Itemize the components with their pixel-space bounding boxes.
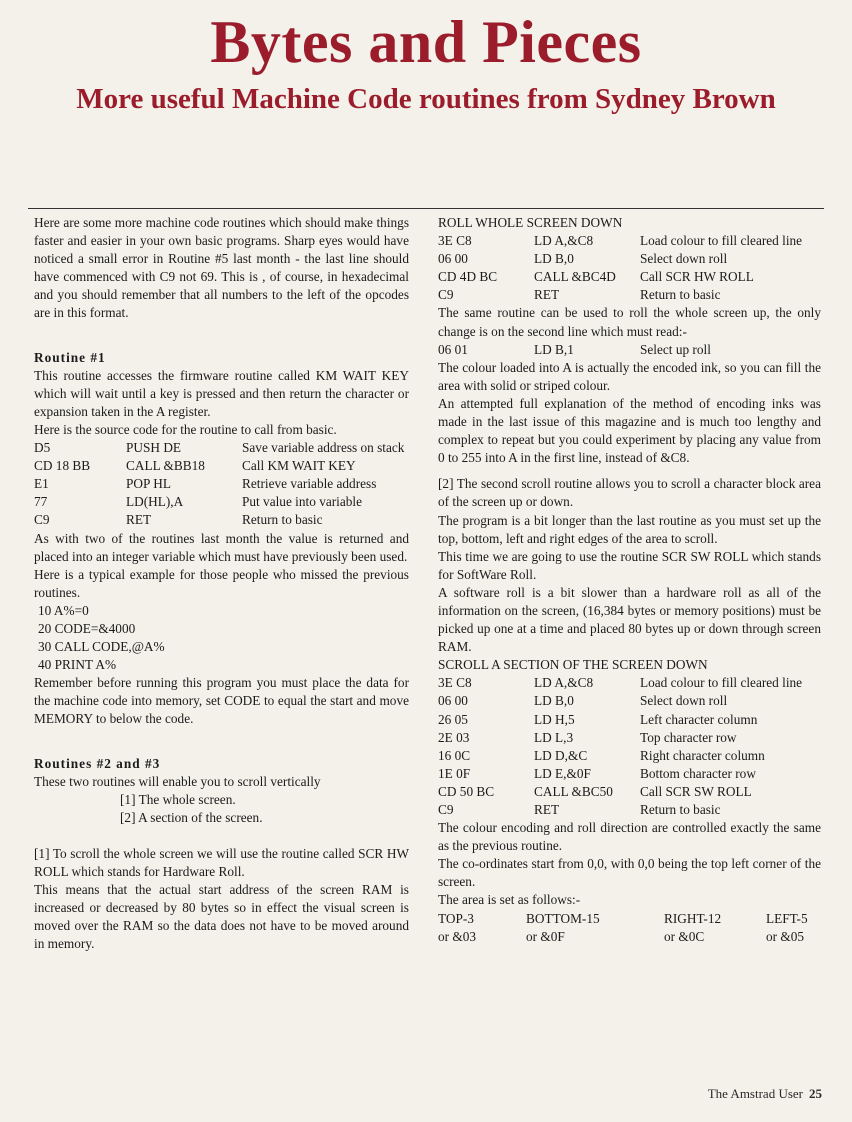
hex-cell: 26 05 xyxy=(438,711,468,727)
listing-line: 20 CODE=&4000 xyxy=(38,620,136,636)
hex-cell: 2E 03 xyxy=(438,729,470,745)
area-table xyxy=(438,910,821,946)
comment-cell: Put value into variable xyxy=(242,494,363,510)
roll-heading: ROLL WHOLE SCREEN DOWN xyxy=(438,215,623,230)
hex-cell: C9 xyxy=(438,802,454,817)
comment-cell: Return to basic xyxy=(640,802,721,817)
body-paragraph: The colour encoding and roll direction are controlled exactly the same as the previous routine. xyxy=(438,820,821,854)
routine-list-item: [1] The whole screen. xyxy=(120,791,236,807)
routine-1-paragraph: As with two of the routines last month the value is returned and placed into an integer variable which must have previously been used. xyxy=(34,530,409,564)
hex-cell: 06 00 xyxy=(438,693,468,709)
opcode-cell: RET xyxy=(534,802,560,817)
area-cell: LEFT-5 xyxy=(766,910,808,926)
opcode-cell: LD E,&0F xyxy=(534,765,591,781)
opcode-cell: CALL &BC50 xyxy=(534,783,613,799)
area-cell: or &0F xyxy=(526,928,565,944)
opcode-cell: POP HL xyxy=(126,476,171,492)
opcode-cell: LD A,&C8 xyxy=(534,675,594,691)
hex-cell: 1E 0F xyxy=(438,765,471,781)
opcode-cell: RET xyxy=(126,512,152,528)
comment-cell: Call KM WAIT KEY xyxy=(242,458,356,474)
opcode-cell: LD A,&C8 xyxy=(534,233,594,249)
left-column xyxy=(34,214,409,953)
right-column xyxy=(438,214,821,946)
header-divider xyxy=(28,208,824,209)
comment-cell: Select down roll xyxy=(640,693,728,709)
opcode-cell: RET xyxy=(534,287,560,303)
routines-2-3-paragraph: [1] To scroll the whole screen we will use the routine called SCR HW ROLL which stands for Hardware Roll. xyxy=(34,845,409,879)
listing-line: 30 CALL CODE,@A% xyxy=(38,639,165,655)
body-paragraph: The co-ordinates start from 0,0, with 0,0 being the top left corner of the screen. xyxy=(438,856,821,890)
opcode-cell: LD B,1 xyxy=(534,341,574,357)
comment-cell: Load colour to fill cleared line xyxy=(640,233,803,249)
routine-1-paragraph: This routine accesses the firmware routine called KM WAIT KEY which will wait until a key is pressed and then return the character or expansion taken in the A register. xyxy=(34,367,409,419)
opcode-cell: LD D,&C xyxy=(534,747,588,763)
hex-cell: CD 18 BB xyxy=(34,458,91,474)
body-paragraph: The colour loaded into A is actually the encoded ink, so you can fill the area with solid or striped colour. xyxy=(438,359,821,393)
comment-cell: Bottom character row xyxy=(640,765,756,781)
routine-1-paragraph: Here is a typical example for those people who missed the previous routines. xyxy=(34,566,409,600)
magazine-name: The Amstrad User xyxy=(707,1086,803,1101)
comment-cell: Right character column xyxy=(640,747,765,763)
article-subtitle: More useful Machine Code routines from Sydney Brown xyxy=(76,83,776,115)
body-paragraph: The program is a bit longer than the last routine as you must set up the top, bottom, left and right edges of the area to scroll. xyxy=(438,512,821,546)
comment-cell: Top character row xyxy=(640,729,737,745)
page-footer xyxy=(708,1086,822,1102)
comment-cell: Select down roll xyxy=(640,251,728,267)
body-paragraph: This time we are going to use the routine SCR SW ROLL which stands for SoftWare Roll. xyxy=(438,548,821,582)
intro-paragraph: Here are some more machine code routines which should make things faster and easier in your own basic programs. Sharp eyes would have noticed a small error in Routine #5 last month - the last line should have commenced with C9 not 69. This is , of course, in hexadecimal and you should remember that all numbers to the left of the opcodes are in this format. xyxy=(34,215,409,321)
roll-code xyxy=(438,232,821,304)
area-cell: or &0C xyxy=(664,928,705,944)
section-code xyxy=(438,674,821,819)
hex-cell: 06 00 xyxy=(438,251,468,267)
routine-list-item: [2] A section of the screen. xyxy=(120,809,263,825)
body-paragraph: [2] The second scroll routine allows you to scroll a character block area of the screen up or down. xyxy=(438,476,821,510)
routine-1-paragraph: Remember before running this program you must place the data for the machine code into memory, set CODE to equal the start and move MEMORY to below the code. xyxy=(34,675,409,727)
page-number: 25 xyxy=(809,1086,822,1101)
body-paragraph: The same routine can be used to roll the whole screen up, the only change is on the second line which must read:- xyxy=(438,305,821,339)
opcode-cell: PUSH DE xyxy=(126,440,182,456)
area-cell: TOP-3 xyxy=(438,910,474,926)
opcode-cell: LD B,0 xyxy=(534,251,574,267)
article-title: Bytes and Pieces xyxy=(210,9,642,75)
listing-line: 10 A%=0 xyxy=(38,602,89,618)
hex-cell: C9 xyxy=(438,287,454,303)
routines-2-3-heading: Routines #2 and #3 xyxy=(34,755,161,771)
hex-cell: 16 0C xyxy=(438,747,471,763)
comment-cell: Retrieve variable address xyxy=(242,476,377,492)
listing-line: 40 PRINT A% xyxy=(38,657,117,673)
hex-cell: 06 01 xyxy=(438,341,468,357)
area-cell: or &03 xyxy=(438,928,477,944)
comment-cell: Left character column xyxy=(640,711,758,727)
comment-cell: Select up roll xyxy=(640,341,711,357)
opcode-cell: LD(HL),A xyxy=(126,494,184,510)
hex-cell: E1 xyxy=(34,476,49,492)
routine-1-code xyxy=(34,439,409,529)
opcode-cell: LD B,0 xyxy=(534,693,574,709)
area-cell: BOTTOM-15 xyxy=(526,910,600,926)
opcode-cell: LD L,3 xyxy=(534,729,574,745)
body-paragraph: A software roll is a bit slower than a hardware roll as all of the information on the screen, (16,384 bytes or memory positions) must be picked up one at a time and placed 80 bytes up or down through screen RAM. xyxy=(438,584,821,655)
comment-cell: Call SCR HW ROLL xyxy=(640,269,754,285)
up-roll-line xyxy=(438,341,821,359)
hex-cell: CD 4D BC xyxy=(438,269,498,285)
comment-cell: Return to basic xyxy=(640,287,721,303)
section-heading: SCROLL A SECTION OF THE SCREEN DOWN xyxy=(438,657,708,673)
opcode-cell: LD H,5 xyxy=(534,711,575,727)
area-cell: RIGHT-12 xyxy=(664,910,722,926)
basic-listing xyxy=(34,602,409,674)
routines-2-3-paragraph: This means that the actual start address of the screen RAM is increased or decreased by 80 bytes so in effect the visual screen is moved over the RAM so the data does not have to be moved around in memory. xyxy=(34,882,409,952)
hex-cell: CD 50 BC xyxy=(438,783,495,799)
comment-cell: Call SCR SW ROLL xyxy=(640,783,752,799)
hex-cell: C9 xyxy=(34,512,50,528)
body-paragraph: The area is set as follows:- xyxy=(438,892,581,908)
opcode-cell: CALL &BB18 xyxy=(126,458,205,474)
body-paragraph: An attempted full explanation of the method of encoding inks was made in the last issue of this magazine and is much too lengthy and complex to repeat but you could experiment by placing any value from 0 to 255 into A in the first line, instead of &C8. xyxy=(438,395,821,466)
comment-cell: Return to basic xyxy=(242,512,323,528)
comment-cell: Load colour to fill cleared line xyxy=(640,675,803,691)
hex-cell: 3E C8 xyxy=(438,675,472,691)
opcode-cell: CALL &BC4D xyxy=(534,269,616,285)
hex-cell: D5 xyxy=(34,440,51,456)
routine-1-paragraph: Here is the source code for the routine to call from basic. xyxy=(34,421,337,437)
hex-cell: 3E C8 xyxy=(438,233,472,249)
comment-cell: Save variable address on stack xyxy=(242,440,405,456)
area-cell: or &05 xyxy=(766,928,805,944)
routines-2-3-paragraph: These two routines will enable you to scroll vertically xyxy=(34,773,321,789)
routine-1-heading: Routine #1 xyxy=(34,349,106,365)
hex-cell: 77 xyxy=(34,494,48,510)
